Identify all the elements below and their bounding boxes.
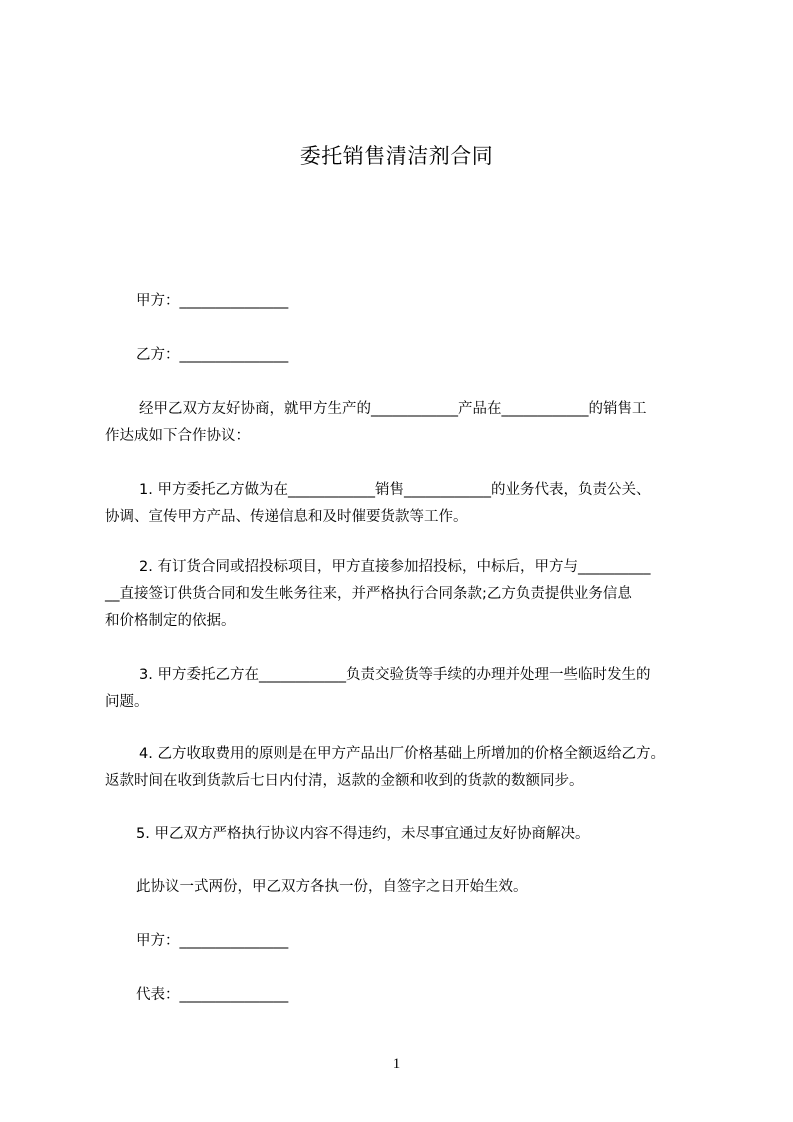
effect-clause: 此协议一式两份，甲乙双方各执一份，自签字之日开始生效。 bbox=[136, 879, 528, 895]
page-title: 委托销售清洁剂合同 bbox=[299, 144, 494, 168]
party-a-line: 甲方：_______________ bbox=[136, 293, 289, 309]
clause-3-line-2: 问题。 bbox=[105, 694, 149, 710]
clause-1-line-1: 1. 甲方委托乙方做为在____________销售____________的业务代表，负责公关、 bbox=[139, 482, 651, 498]
intro-line-1: 经甲乙双方友好协商，就甲方生产的____________产品在____________的销售工 bbox=[139, 401, 647, 417]
clause-4-line-2: 返款时间在收到货款后七日内付清，返款的金额和收到的货款的数额同步。 bbox=[105, 773, 584, 789]
clause-2-line-1: 2. 有订货合同或招投标项目，甲方直接参加招投标，中标后，甲方与__________ bbox=[139, 559, 651, 575]
signature-representative-line: 代表：_______________ bbox=[136, 987, 289, 1003]
page-number: 1 bbox=[392, 1056, 401, 1072]
clause-2-line-3: 和价格制定的依据。 bbox=[105, 613, 236, 629]
clause-4-line-1: 4. 乙方收取费用的原则是在甲方产品出厂价格基础上所增加的价格全额返给乙方。 bbox=[139, 746, 665, 762]
intro-line-2: 作达成如下合作协议： bbox=[105, 428, 250, 444]
clause-3-line-1: 3. 甲方委托乙方在____________负责交验货等手续的办理并处理一些临时发生的 bbox=[139, 667, 651, 683]
signature-party-a-line: 甲方：_______________ bbox=[136, 933, 289, 949]
clause-2-line-2: __直接签订供货合同和发生帐务往来，并严格执行合同条款;乙方负责提供业务信息 bbox=[105, 586, 632, 602]
party-b-line: 乙方：_______________ bbox=[136, 347, 289, 363]
clause-5-line-1: 5. 甲乙双方严格执行协议内容不得违约，未尽事宜通过友好协商解决。 bbox=[136, 826, 590, 842]
clause-1-line-2: 协调、宣传甲方产品、传递信息和及时催要货款等工作。 bbox=[105, 509, 468, 525]
